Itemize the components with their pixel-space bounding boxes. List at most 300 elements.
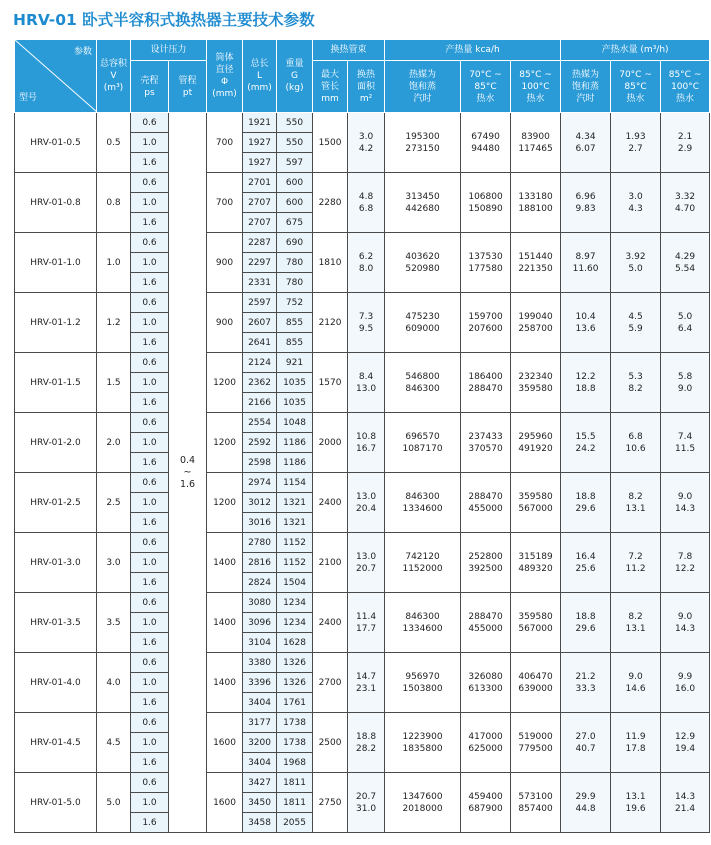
cell-weight: 1504 xyxy=(277,573,313,593)
cell-water-85-100 xyxy=(661,533,710,593)
cell-weight: 1811 xyxy=(277,773,313,793)
cell-length: 2124 xyxy=(243,353,277,373)
cell-tube-length: 1500 xyxy=(313,113,348,173)
cell-heat-85-100 xyxy=(511,173,561,233)
cell-water-steam xyxy=(561,233,611,293)
cell-value: 14.7 xyxy=(356,671,377,682)
cell-model: HRV-01-2.5 xyxy=(15,473,97,533)
cell-value: 258700 xyxy=(518,323,553,334)
cell-value: 696570 xyxy=(405,431,440,442)
cell-value: 4.29 xyxy=(675,251,696,262)
table-row xyxy=(15,533,710,553)
cell-heat-85-100 xyxy=(511,713,561,773)
table-row xyxy=(15,233,710,253)
header-heat-steam-1: 热媒为 xyxy=(409,69,437,80)
header-heat-steam-3: 汽时 xyxy=(413,93,432,104)
cell-shell-pressure: 0.6 xyxy=(131,533,169,553)
cell-value: 455000 xyxy=(468,503,503,514)
cell-value: 21.4 xyxy=(675,803,696,814)
cell-value: 14.3 xyxy=(675,503,696,514)
cell-area xyxy=(348,593,385,653)
cell-value: 313450 xyxy=(405,191,440,202)
cell-water-70-85 xyxy=(611,533,661,593)
cell-model: HRV-01-1.5 xyxy=(15,353,97,413)
cell-value: 15.5 xyxy=(575,431,596,442)
cell-length: 3200 xyxy=(243,733,277,753)
cell-heat-85-100 xyxy=(511,113,561,173)
header-max-tube-len-2: 管长 xyxy=(321,81,340,92)
cell-value: 16.7 xyxy=(356,443,377,454)
cell-value: 16.0 xyxy=(675,683,696,694)
cell-value: 11.2 xyxy=(625,563,646,574)
cell-value: 21.2 xyxy=(575,671,596,682)
cell-length: 2974 xyxy=(243,473,277,493)
cell-value: 6.8 xyxy=(628,431,643,442)
cell-value: 742120 xyxy=(405,551,440,562)
cell-heat-85-100 xyxy=(511,653,561,713)
cell-weight: 1154 xyxy=(277,473,313,493)
cell-tube-length: 2400 xyxy=(313,593,348,653)
cell-shell-pressure: 0.6 xyxy=(131,473,169,493)
header-volume-symbol: V xyxy=(110,71,117,81)
cell-shell-pressure: 1.6 xyxy=(131,693,169,713)
header-weight-label: 重量 xyxy=(285,59,304,69)
cell-value: 417000 xyxy=(468,731,503,742)
cell-tube-pressure-value: 1.6 xyxy=(179,478,196,490)
cell-value: 12.2 xyxy=(675,563,696,574)
cell-value: 315189 xyxy=(518,551,553,562)
cell-shell-pressure: 0.6 xyxy=(131,413,169,433)
header-length-unit: (mm) xyxy=(247,83,272,93)
cell-value: 2.1 xyxy=(677,131,693,142)
cell-length: 1921 xyxy=(243,113,277,133)
cell-area xyxy=(348,533,385,593)
cell-shell-pressure: 1.0 xyxy=(131,613,169,633)
cell-length: 2166 xyxy=(243,393,277,413)
cell-water-85-100 xyxy=(661,653,710,713)
cell-weight: 1321 xyxy=(277,513,313,533)
cell-tube-length: 2280 xyxy=(313,173,348,233)
header-water-steam xyxy=(561,61,611,113)
cell-value: 252800 xyxy=(468,551,503,562)
cell-value: 7.3 xyxy=(358,311,374,322)
cell-value: 6.07 xyxy=(575,143,596,154)
cell-value: 846300 xyxy=(405,491,440,502)
cell-value: 519000 xyxy=(518,731,553,742)
cell-value: 117465 xyxy=(518,143,553,154)
cell-heat-70-85 xyxy=(461,473,511,533)
cell-value: 13.1 xyxy=(625,791,646,802)
header-heat-steam xyxy=(385,61,461,113)
header-volume-label: 总容积 xyxy=(99,59,127,69)
cell-length: 2641 xyxy=(243,333,277,353)
cell-area xyxy=(348,353,385,413)
header-weight-unit: (kg) xyxy=(285,83,304,93)
page-title: HRV-01 卧式半容积式换热器主要技术参数 xyxy=(13,11,315,29)
cell-value: 5.8 xyxy=(677,371,693,382)
cell-value: 846300 xyxy=(405,383,440,394)
cell-shell-pressure: 0.6 xyxy=(131,713,169,733)
header-heat-85-100-3: 热水 xyxy=(526,93,545,104)
cell-value: 567000 xyxy=(518,623,553,634)
cell-value: 1.93 xyxy=(625,131,646,142)
cell-value: 288470 xyxy=(468,383,503,394)
cell-length: 3404 xyxy=(243,753,277,773)
cell-model: HRV-01-0.5 xyxy=(15,113,97,173)
cell-heat-70-85 xyxy=(461,533,511,593)
cell-water-steam xyxy=(561,353,611,413)
cell-value: 1334600 xyxy=(402,623,443,634)
cell-value: 370570 xyxy=(468,443,503,454)
cell-value: 195300 xyxy=(405,131,440,142)
cell-heat-85-100 xyxy=(511,773,561,833)
cell-weight: 780 xyxy=(277,273,313,293)
cell-length: 3427 xyxy=(243,773,277,793)
table-row xyxy=(15,593,710,613)
cell-value: 7.2 xyxy=(628,551,643,562)
table-row xyxy=(15,713,710,733)
cell-value: 232340 xyxy=(518,371,553,382)
cell-water-steam xyxy=(561,173,611,233)
cell-value: 137530 xyxy=(468,251,503,262)
cell-length: 2554 xyxy=(243,413,277,433)
cell-value: 29.6 xyxy=(575,623,596,634)
cell-weight: 1035 xyxy=(277,373,313,393)
table-row xyxy=(15,473,710,493)
cell-value: 956970 xyxy=(405,671,440,682)
cell-value: 2.9 xyxy=(677,143,693,154)
cell-value: 133180 xyxy=(518,191,553,202)
cell-value: 28.2 xyxy=(356,743,377,754)
cell-value: 1503800 xyxy=(402,683,443,694)
cell-water-steam xyxy=(561,773,611,833)
header-water-70-85-2: 85°C xyxy=(624,81,647,92)
table-row xyxy=(15,293,710,313)
cell-volume: 0.8 xyxy=(97,173,131,233)
cell-heat-70-85 xyxy=(461,713,511,773)
cell-heat-steam xyxy=(385,713,461,773)
table-row xyxy=(15,413,710,433)
cell-value: 5.9 xyxy=(628,323,643,334)
cell-shell-pressure: 1.0 xyxy=(131,133,169,153)
cell-water-steam xyxy=(561,293,611,353)
cell-heat-steam xyxy=(385,233,461,293)
cell-water-steam xyxy=(561,113,611,173)
cell-value: 5.3 xyxy=(628,371,643,382)
cell-water-70-85 xyxy=(611,293,661,353)
cell-value: 9.9 xyxy=(677,671,693,682)
cell-value: 150890 xyxy=(468,203,503,214)
cell-value: 7.4 xyxy=(677,431,693,442)
cell-diameter: 1200 xyxy=(207,353,243,413)
cell-model: HRV-01-5.0 xyxy=(15,773,97,833)
cell-shell-pressure: 1.0 xyxy=(131,733,169,753)
header-shell xyxy=(131,61,169,113)
header-area-1: 换热 xyxy=(357,69,376,80)
cell-heat-steam xyxy=(385,773,461,833)
cell-value: 10.8 xyxy=(356,431,377,442)
cell-value: 1223900 xyxy=(402,731,443,742)
cell-value: 1835800 xyxy=(402,743,443,754)
header-diagonal-cell xyxy=(15,40,97,113)
cell-weight: 1326 xyxy=(277,673,313,693)
cell-area xyxy=(348,773,385,833)
cell-diameter: 1600 xyxy=(207,713,243,773)
cell-value: 13.0 xyxy=(356,551,377,562)
cell-value: 573100 xyxy=(518,791,553,802)
header-diameter-label-2: 直径 xyxy=(215,65,234,75)
cell-value: 67490 xyxy=(471,131,500,142)
cell-weight: 1321 xyxy=(277,493,313,513)
cell-heat-70-85 xyxy=(461,773,511,833)
cell-shell-pressure: 1.6 xyxy=(131,753,169,773)
header-water-85-100-1: 85°C ~ xyxy=(668,69,702,80)
cell-shell-pressure: 1.0 xyxy=(131,673,169,693)
cell-model: HRV-01-4.0 xyxy=(15,653,97,713)
table-row xyxy=(15,113,710,133)
cell-value: 857400 xyxy=(518,803,553,814)
cell-value: 4.3 xyxy=(628,203,643,214)
cell-model: HRV-01-0.8 xyxy=(15,173,97,233)
cell-weight: 1234 xyxy=(277,593,313,613)
cell-water-85-100 xyxy=(661,293,710,353)
cell-water-85-100 xyxy=(661,233,710,293)
cell-volume: 3.5 xyxy=(97,593,131,653)
cell-water-70-85 xyxy=(611,653,661,713)
cell-tube-length: 2700 xyxy=(313,653,348,713)
cell-heat-steam xyxy=(385,173,461,233)
cell-value: 7.8 xyxy=(677,551,693,562)
header-water-70-85 xyxy=(611,61,661,113)
cell-value: 44.8 xyxy=(575,803,596,814)
cell-value: 83900 xyxy=(521,131,550,142)
cell-value: 326080 xyxy=(468,671,503,682)
cell-tube-length: 2750 xyxy=(313,773,348,833)
cell-water-steam xyxy=(561,533,611,593)
cell-heat-85-100 xyxy=(511,593,561,653)
cell-area xyxy=(348,413,385,473)
header-water-steam-3: 汽时 xyxy=(576,93,595,104)
cell-weight: 1738 xyxy=(277,733,313,753)
cell-value: 10.6 xyxy=(625,443,646,454)
header-tube-symbol: pt xyxy=(182,87,193,98)
cell-value: 18.8 xyxy=(575,383,596,394)
header-heat-85-100-2: 100°C xyxy=(521,81,550,92)
cell-tube-length: 1810 xyxy=(313,233,348,293)
cell-length: 3458 xyxy=(243,813,277,833)
cell-weight: 597 xyxy=(277,153,313,173)
cell-water-steam xyxy=(561,473,611,533)
cell-heat-70-85 xyxy=(461,653,511,713)
cell-weight: 1234 xyxy=(277,613,313,633)
cell-weight: 1048 xyxy=(277,413,313,433)
cell-area xyxy=(348,473,385,533)
cell-value: 8.4 xyxy=(358,371,374,382)
cell-value: 4.8 xyxy=(358,191,374,202)
cell-shell-pressure: 0.6 xyxy=(131,773,169,793)
cell-model: HRV-01-4.5 xyxy=(15,713,97,773)
cell-length: 2707 xyxy=(243,193,277,213)
cell-shell-pressure: 1.0 xyxy=(131,793,169,813)
cell-value: 16.4 xyxy=(575,551,596,562)
cell-heat-70-85 xyxy=(461,113,511,173)
cell-water-70-85 xyxy=(611,413,661,473)
cell-weight: 1628 xyxy=(277,633,313,653)
cell-value: 403620 xyxy=(405,251,440,262)
cell-value: 40.7 xyxy=(575,743,596,754)
cell-value: 11.60 xyxy=(572,263,599,274)
cell-water-70-85 xyxy=(611,473,661,533)
cell-value: 4.2 xyxy=(358,143,374,154)
cell-water-70-85 xyxy=(611,233,661,293)
header-heat-85-100 xyxy=(511,61,561,113)
cell-weight: 675 xyxy=(277,213,313,233)
cell-weight: 550 xyxy=(277,133,313,153)
header-area-2: 面积 xyxy=(357,81,376,92)
header-area-unit: m² xyxy=(359,93,373,104)
cell-tube-pressure-value: 0.4 xyxy=(179,454,196,466)
cell-shell-pressure: 1.6 xyxy=(131,333,169,353)
cell-heat-steam xyxy=(385,353,461,413)
cell-weight: 1152 xyxy=(277,533,313,553)
cell-length: 1927 xyxy=(243,153,277,173)
cell-value: 779500 xyxy=(518,743,553,754)
cell-value: 288470 xyxy=(468,611,503,622)
cell-value: 846300 xyxy=(405,611,440,622)
cell-volume: 4.5 xyxy=(97,713,131,773)
cell-weight: 550 xyxy=(277,113,313,133)
header-heat-70-85-2: 85°C xyxy=(474,81,497,92)
header-water-70-85-1: 70°C ~ xyxy=(619,69,652,80)
cell-value: 6.8 xyxy=(358,203,374,214)
cell-shell-pressure: 1.6 xyxy=(131,633,169,653)
cell-value: 273150 xyxy=(405,143,440,154)
table-row xyxy=(15,653,710,673)
cell-weight: 600 xyxy=(277,173,313,193)
cell-shell-pressure: 0.6 xyxy=(131,353,169,373)
header-max-tube-len xyxy=(313,61,348,113)
header-design-pressure: 设计压力 xyxy=(131,40,207,61)
cell-value: 237433 xyxy=(468,431,503,442)
cell-heat-85-100 xyxy=(511,293,561,353)
cell-length: 3016 xyxy=(243,513,277,533)
cell-value: 17.7 xyxy=(356,623,377,634)
cell-weight: 780 xyxy=(277,253,313,273)
cell-length: 2816 xyxy=(243,553,277,573)
cell-value: 2.7 xyxy=(628,143,643,154)
cell-water-70-85 xyxy=(611,353,661,413)
cell-value: 520980 xyxy=(405,263,440,274)
cell-value: 9.83 xyxy=(575,203,596,214)
cell-shell-pressure: 1.0 xyxy=(131,493,169,513)
cell-length: 3396 xyxy=(243,673,277,693)
cell-value: 5.54 xyxy=(675,263,696,274)
cell-diameter: 1200 xyxy=(207,473,243,533)
cell-shell-pressure: 1.6 xyxy=(131,453,169,473)
cell-tube-pressure xyxy=(169,113,207,833)
cell-heat-steam xyxy=(385,653,461,713)
cell-value: 9.0 xyxy=(628,671,643,682)
cell-diameter: 1200 xyxy=(207,413,243,473)
cell-weight: 921 xyxy=(277,353,313,373)
cell-value: 24.2 xyxy=(575,443,596,454)
cell-value: 29.9 xyxy=(575,791,596,802)
cell-water-70-85 xyxy=(611,773,661,833)
cell-diameter: 900 xyxy=(207,293,243,353)
cell-value: 613300 xyxy=(468,683,503,694)
cell-value: 9.0 xyxy=(677,491,693,502)
cell-water-70-85 xyxy=(611,173,661,233)
cell-value: 20.7 xyxy=(356,791,377,802)
header-heat-70-85 xyxy=(461,61,511,113)
cell-value: 459400 xyxy=(468,791,503,802)
cell-model: HRV-01-2.0 xyxy=(15,413,97,473)
cell-value: 567000 xyxy=(518,503,553,514)
cell-water-85-100 xyxy=(661,773,710,833)
cell-value: 13.6 xyxy=(575,323,596,334)
cell-length: 2592 xyxy=(243,433,277,453)
cell-water-85-100 xyxy=(661,593,710,653)
header-water-85-100-3: 热水 xyxy=(676,93,695,104)
header-water-70-85-3: 热水 xyxy=(626,93,645,104)
cell-water-85-100 xyxy=(661,413,710,473)
cell-value: 12.2 xyxy=(575,371,596,382)
cell-weight: 1968 xyxy=(277,753,313,773)
header-length-symbol: L xyxy=(257,71,263,81)
table-row xyxy=(15,173,710,193)
cell-value: 13.1 xyxy=(625,503,646,514)
header-water-85-100-2: 100°C xyxy=(671,81,700,92)
cell-value: 295960 xyxy=(518,431,553,442)
header-shell-label: 壳程 xyxy=(140,75,159,86)
cell-value: 5.0 xyxy=(628,263,643,274)
cell-shell-pressure: 1.6 xyxy=(131,153,169,173)
cell-value: 455000 xyxy=(468,623,503,634)
header-diameter-symbol: Φ xyxy=(220,77,229,87)
cell-value: 1087170 xyxy=(402,443,443,454)
cell-length: 2607 xyxy=(243,313,277,333)
cell-length: 2707 xyxy=(243,213,277,233)
cell-area xyxy=(348,293,385,353)
cell-tube-length: 2120 xyxy=(313,293,348,353)
cell-volume: 2.5 xyxy=(97,473,131,533)
cell-weight: 1326 xyxy=(277,653,313,673)
cell-weight: 1811 xyxy=(277,793,313,813)
cell-weight: 1152 xyxy=(277,553,313,573)
cell-value: 9.0 xyxy=(677,383,693,394)
cell-water-steam xyxy=(561,593,611,653)
cell-diameter: 900 xyxy=(207,233,243,293)
cell-tube-pressure-value: ~ xyxy=(183,466,192,478)
cell-heat-85-100 xyxy=(511,353,561,413)
cell-shell-pressure: 1.0 xyxy=(131,313,169,333)
cell-shell-pressure: 1.6 xyxy=(131,213,169,233)
cell-value: 546800 xyxy=(405,371,440,382)
cell-value: 20.4 xyxy=(356,503,377,514)
cell-water-85-100 xyxy=(661,113,710,173)
cell-length: 2331 xyxy=(243,273,277,293)
cell-value: 20.7 xyxy=(356,563,377,574)
cell-diameter: 1400 xyxy=(207,593,243,653)
cell-length: 2297 xyxy=(243,253,277,273)
header-length xyxy=(243,40,277,113)
cell-shell-pressure: 1.6 xyxy=(131,513,169,533)
cell-length: 3404 xyxy=(243,693,277,713)
cell-heat-70-85 xyxy=(461,593,511,653)
cell-water-85-100 xyxy=(661,353,710,413)
cell-diameter: 1400 xyxy=(207,533,243,593)
cell-value: 5.0 xyxy=(677,311,693,322)
